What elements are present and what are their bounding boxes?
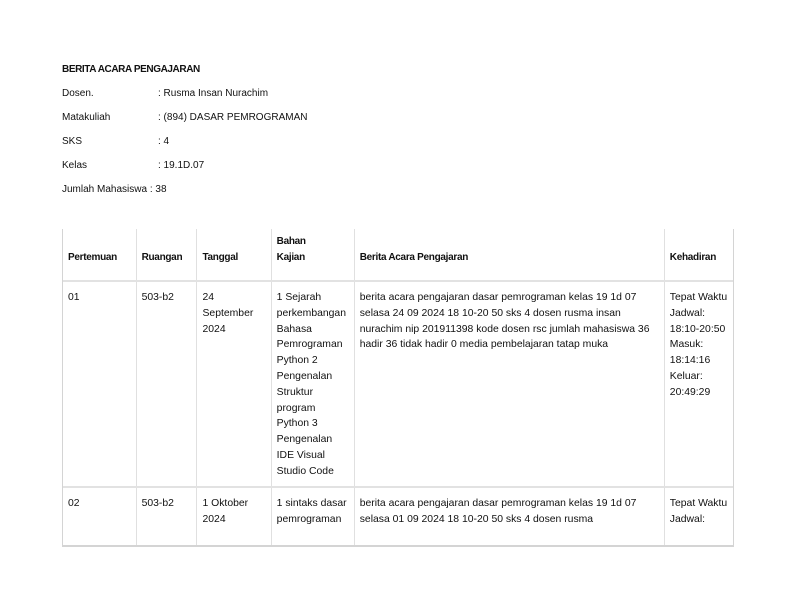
cell-bahan-kajian: 1 Sejarah perkembangan Bahasa Pemrograman Python 2 Pengenalan Struktur program Python 3 Pengenalan IDE Visual Studio Code	[271, 281, 354, 487]
table-row	[63, 487, 733, 547]
cell-ruangan: 503-b2	[136, 281, 197, 487]
info-label: Kelas	[62, 160, 88, 171]
table-header-row	[63, 229, 733, 281]
info-kelas	[62, 160, 204, 171]
header-ruangan: Ruangan	[136, 229, 197, 281]
cell-berita-acara: berita acara pengajaran dasar pemrograman kelas 19 1d 07 selasa 24 09 2024 18 10-20 50 sks 4 dosen rusma insan nurachim nip 201911398 kode dosen rsc jumlah mahasiswa 36 hadir 36 tidak hadir 0 media pembelajaran tatap muka	[354, 281, 664, 487]
info-value: : (894) DASAR PEMROGRAMAN	[158, 112, 308, 123]
table-row	[63, 281, 733, 487]
cell-kehadiran: Tepat Waktu Jadwal:	[664, 487, 733, 547]
cell-bahan-kajian: 1 sintaks dasar pemrograman	[271, 487, 354, 547]
cell-ruangan: 503-b2	[136, 487, 197, 547]
header-pertemuan: Pertemuan	[63, 229, 136, 281]
attendance-table	[62, 229, 734, 547]
info-value: : Rusma Insan Nurachim	[158, 88, 269, 99]
cell-kehadiran: Tepat Waktu Jadwal: 18:10-20:50 Masuk: 18:14:16 Keluar: 20:49:29	[664, 281, 733, 487]
cell-tanggal: 1 Oktober 2024	[197, 487, 271, 547]
header-berita-acara: Berita Acara Pengajaran	[354, 229, 664, 281]
info-label: Matakuliah	[62, 112, 111, 123]
info-sks	[62, 136, 169, 147]
info-jumlah-mahasiswa	[62, 184, 167, 195]
header-kehadiran: Kehadiran	[664, 229, 733, 281]
cell-pertemuan: 01	[63, 281, 136, 487]
info-matakuliah	[62, 112, 307, 123]
info-value: : 38	[149, 184, 167, 195]
info-dosen	[62, 88, 268, 99]
info-value: : 4	[158, 136, 170, 147]
cell-berita-acara: berita acara pengajaran dasar pemrograman kelas 19 1d 07 selasa 01 09 2024 18 10-20 50 sks 4 dosen rusma	[354, 487, 664, 547]
cell-tanggal: 24 September 2024	[197, 281, 271, 487]
cell-pertemuan: 02	[68, 498, 80, 509]
header-bahan-kajian: Bahan Kajian	[271, 229, 354, 281]
info-value: : 19.1D.07	[158, 160, 205, 171]
document-title: BERITA ACARA PENGAJARAN	[62, 64, 200, 75]
info-label: SKS	[62, 136, 83, 147]
info-label: Jumlah Mahasiswa	[62, 184, 148, 195]
header-tanggal: Tanggal	[197, 229, 271, 281]
info-label: Dosen.	[62, 88, 94, 99]
